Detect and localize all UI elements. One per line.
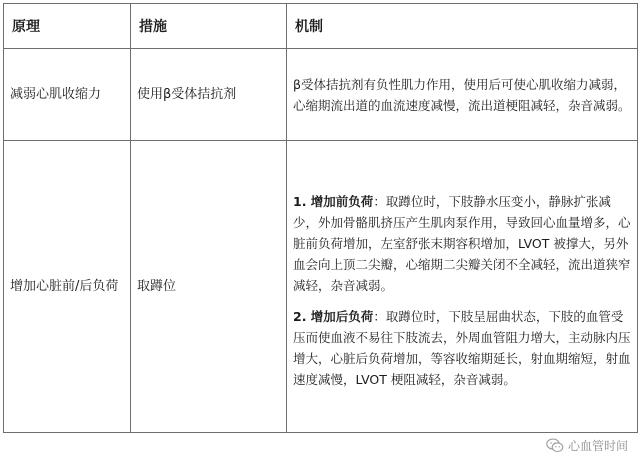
table-row (4, 141, 638, 433)
mechanism-afterload-text: ：取蹲位时，下肢呈屈曲状态，下肢的血管受压而使血液不易往下肢流去，外周血管阻力增大，主动脉内压增大，心脏后负荷增加，等容收缩期延长，射血期缩短，射血速度减慢，LVOT 梗阻减轻，杂音减弱。 (293, 309, 631, 387)
cell-mechanism: β受体拮抗剂有负性肌力作用，使用后可使心肌收缩力减弱，心缩期流出道的血流速度减慢，流出道梗阻减轻，杂音减弱。 (287, 49, 638, 141)
header-measure: 措施 (131, 4, 287, 49)
header-row (4, 4, 638, 49)
mechanism-afterload-paragraph (293, 306, 631, 390)
cell-principle: 减弱心肌收缩力 (4, 49, 131, 141)
cell-measure: 取蹲位 (131, 141, 287, 433)
header-principle: 原理 (4, 4, 131, 49)
mechanism-preload-text: ：取蹲位时，下肢静水压变小，静脉扩张减少，外加骨骼肌挤压产生肌肉泵作用，导致回心血量增多，心脏前负荷增加，左室舒张末期容积增加，LVOT 被撑大，另外血会向上顶二尖瓣，心缩期二尖瓣关闭不全减轻，流出道狭窄减轻，杂音减弱。 (293, 194, 631, 293)
mechanism-afterload-lead: 2. 增加后负荷 (293, 309, 374, 324)
watermark (546, 437, 628, 454)
table-row (4, 49, 638, 141)
mechanism-preload-lead: 1. 增加前负荷 (293, 194, 374, 209)
header-mechanism: 机制 (287, 4, 638, 49)
watermark-text: 心血管时间 (567, 439, 628, 453)
mechanism-table (3, 3, 638, 433)
cell-principle: 增加心脏前/后负荷 (4, 141, 131, 433)
wechat-logo-icon (546, 438, 564, 453)
cell-mechanism (287, 141, 638, 433)
mechanism-preload-paragraph (293, 191, 631, 296)
cell-measure: 使用β受体拮抗剂 (131, 49, 287, 141)
